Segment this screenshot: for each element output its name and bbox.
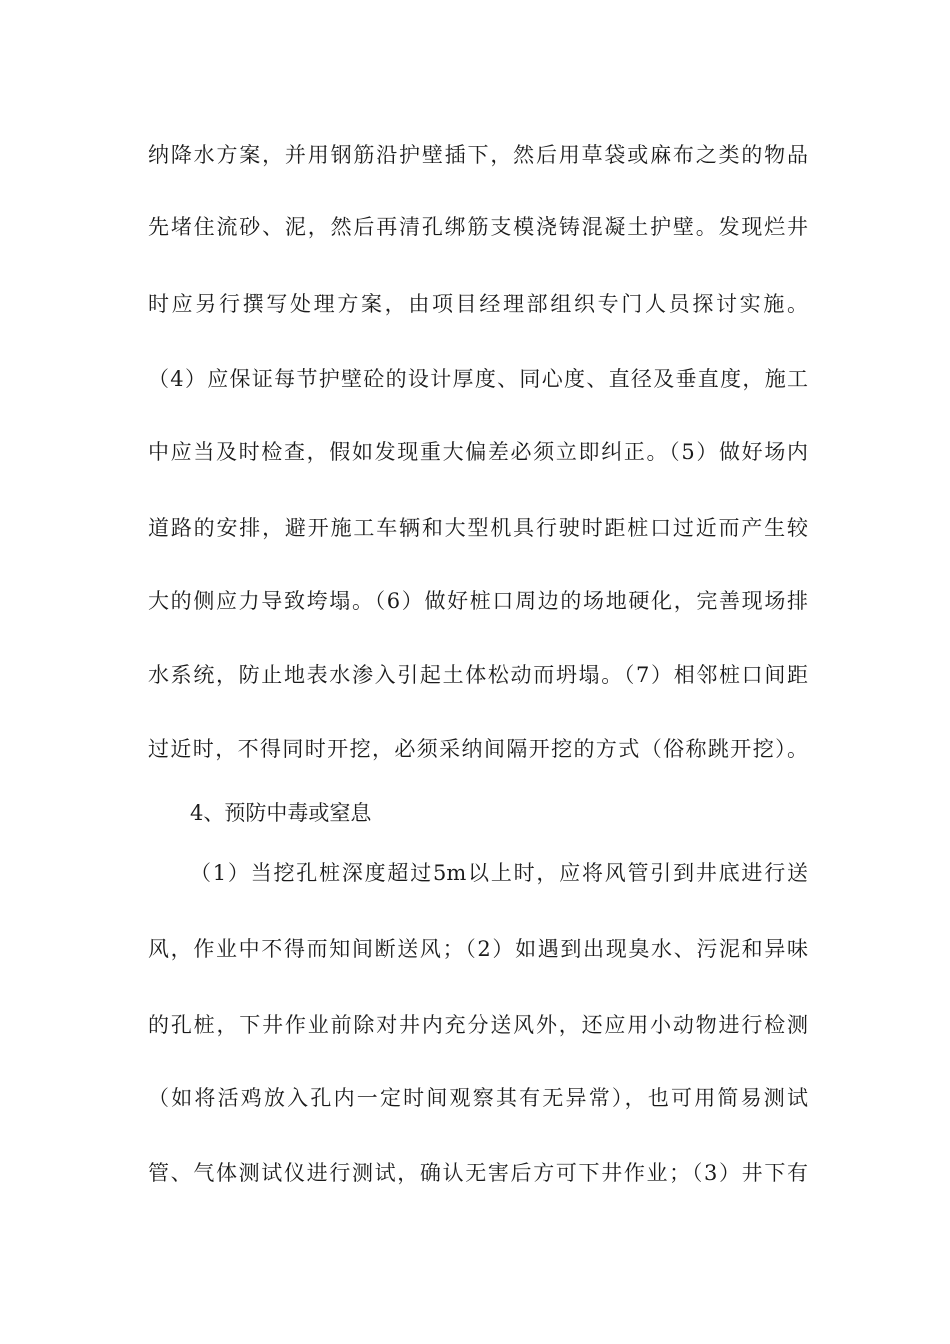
paragraph-line: 风，作业中不得而知间断送风；（2）如遇到出现臭水、污泥和异味: [148, 937, 808, 961]
paragraph-line: 纳降水方案，并用钢筋沿护壁插下，然后用草袋或麻布之类的物品: [148, 143, 808, 167]
paragraph-line: （1）当挖孔桩深度超过5m以上时，应将风管引到井底进行送: [190, 861, 808, 885]
paragraph-line: 的孔桩，下井作业前除对井内充分送风外，还应用小动物进行检测: [148, 1013, 808, 1037]
section-heading: 4、预防中毒或窒息: [190, 801, 372, 825]
paragraph-line: （如将活鸡放入孔内一定时间观察其有无异常），也可用简易测试: [148, 1086, 808, 1110]
paragraph-line: 水系统，防止地表水渗入引起土体松动而坍塌。（7）相邻桩口间距: [148, 663, 808, 687]
paragraph-line: 先堵住流砂、泥，然后再清孔绑筋支模浇铸混凝土护壁。发现烂井: [148, 215, 808, 239]
paragraph-line: 管、气体测试仪进行测试，确认无害后方可下井作业；（3）井下有: [148, 1161, 808, 1185]
paragraph-line: 时应另行撰写处理方案，由项目经理部组织专门人员探讨实施。: [148, 292, 808, 316]
paragraph-line: 大的侧应力导致垮塌。（6）做好桩口周边的场地硬化，完善现场排: [148, 589, 808, 613]
paragraph-line: （4）应保证每节护壁砼的设计厚度、同心度、直径及垂直度，施工: [148, 367, 808, 391]
paragraph-line: 过近时，不得同时开挖，必须采纳间隔开挖的方式（俗称跳开挖）。: [148, 737, 808, 761]
paragraph-line: 道路的安排，避开施工车辆和大型机具行驶时距桩口过近而产生较: [148, 516, 808, 540]
paragraph-line: 中应当及时检查，假如发现重大偏差必须立即纠正。（5）做好场内: [148, 440, 808, 464]
